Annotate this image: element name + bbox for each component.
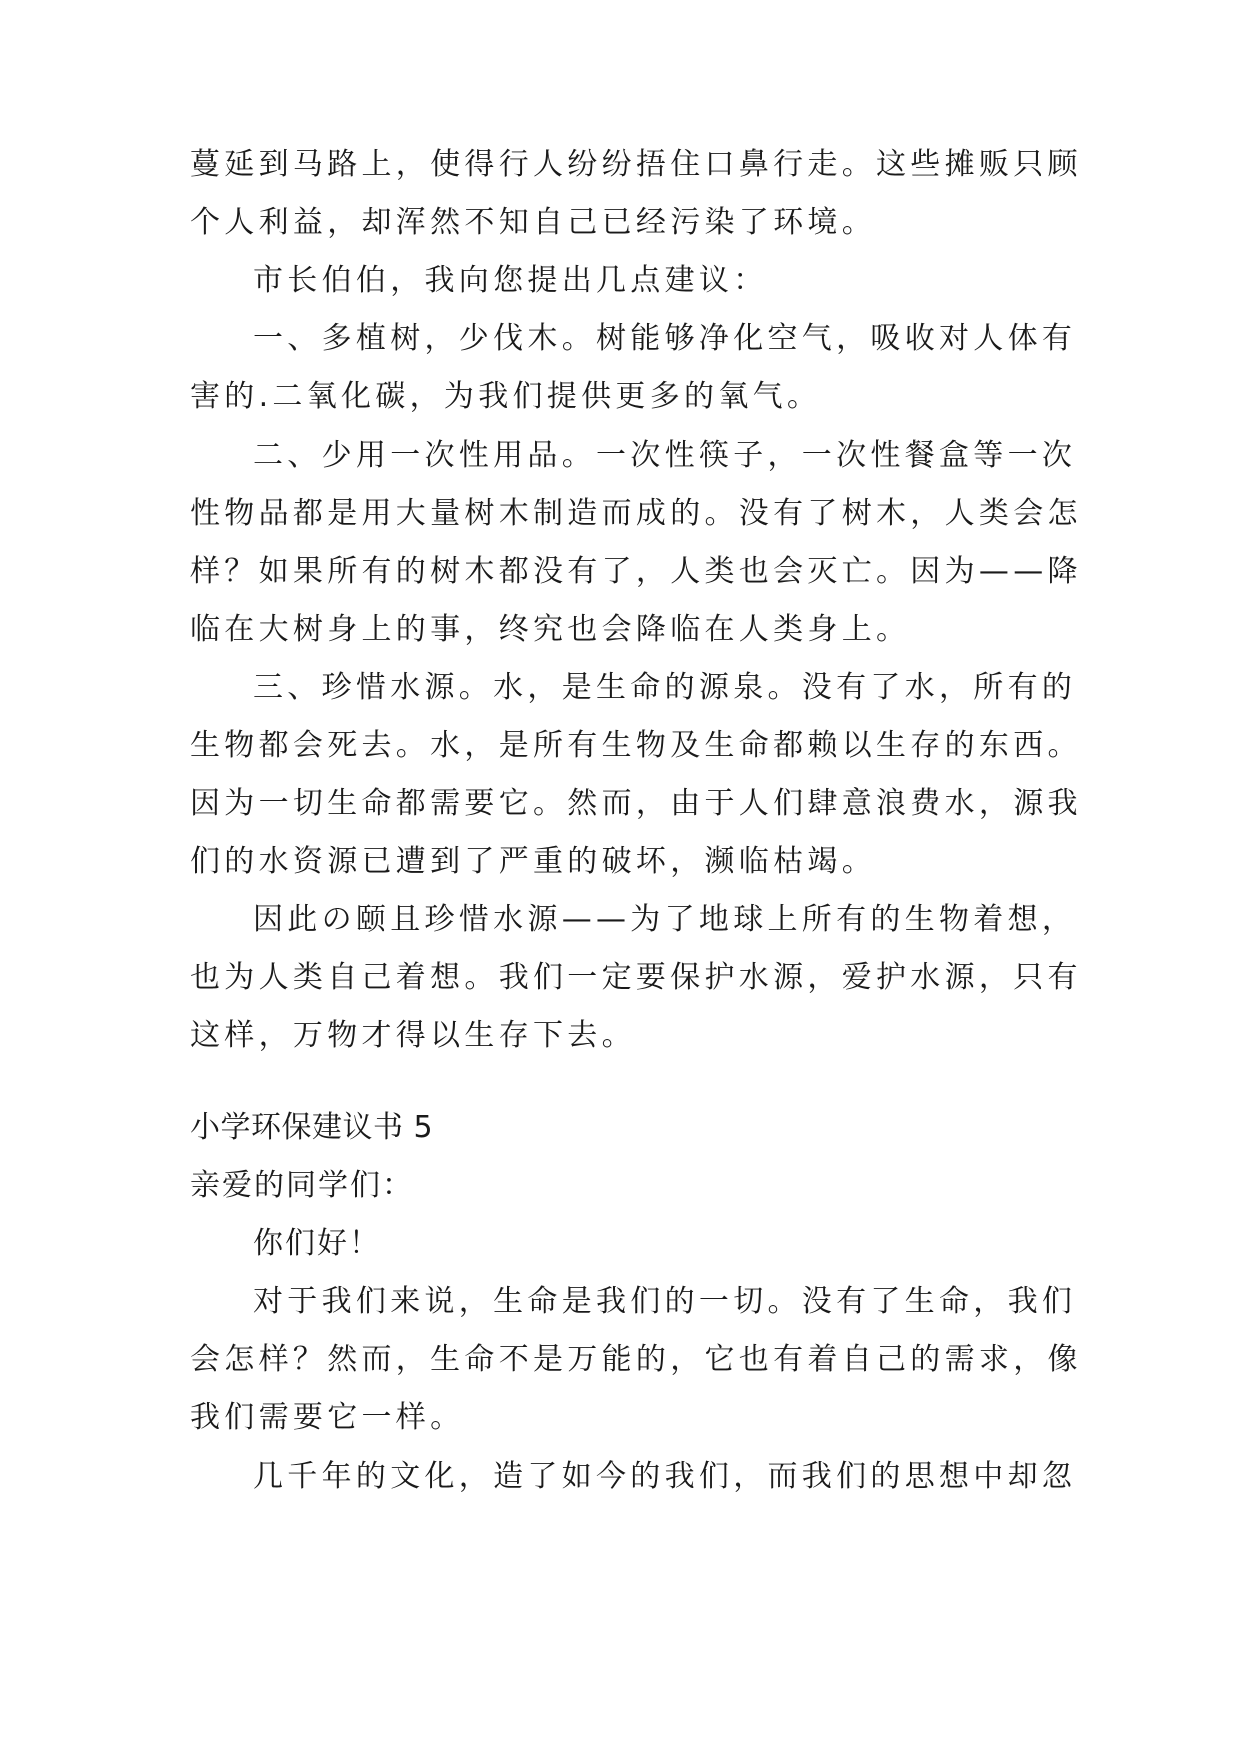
paragraph-line: 性物品都是用大量树木制造而成的。没有了树木，人类会怎 — [190, 496, 1082, 531]
paragraph-line: 二、少用一次性用品。一次性筷子，一次性餐盒等一次 — [253, 438, 1077, 473]
paragraph-line: 们的水资源已遭到了严重的破坏，濒临枯竭。 — [190, 844, 876, 879]
paragraph-line: 三、珍惜水源。水，是生命的源泉。没有了水，所有的 — [253, 670, 1077, 705]
paragraph-line: 因此の颐且珍惜水源——为了地球上所有的生物着想， — [253, 902, 1077, 937]
paragraph-line: 会怎样？然而，生命不是万能的，它也有着自己的需求，像 — [190, 1342, 1082, 1377]
paragraph-line: 害的.二氧化碳，为我们提供更多的氧气。 — [190, 379, 822, 414]
paragraph-line: 市长伯伯，我向您提出几点建议： — [253, 263, 768, 298]
paragraph-line: 临在大树身上的事，终究也会降临在人类身上。 — [190, 612, 911, 647]
paragraph-line: 样？如果所有的树木都没有了，人类也会灭亡。因为——降 — [190, 554, 1082, 589]
salutation: 亲爱的同学们： — [190, 1168, 414, 1203]
paragraph-line: 几千年的文化，造了如今的我们，而我们的思想中却忽 — [253, 1459, 1077, 1494]
greeting: 你们好！ — [253, 1226, 381, 1261]
section-heading: 小学环保建议书 5 — [190, 1110, 434, 1145]
paragraph-line: 蔓延到马路上，使得行人纷纷捂住口鼻行走。这些摊贩只顾 — [190, 147, 1082, 182]
paragraph-line: 一、多植树，少伐木。树能够净化空气，吸收对人体有 — [253, 321, 1077, 356]
paragraph-line: 因为一切生命都需要它。然而，由于人们肆意浪费水，源我 — [190, 786, 1082, 821]
paragraph-line: 生物都会死去。水，是所有生物及生命都赖以生存的东西。 — [190, 728, 1082, 763]
paragraph-line: 个人利益，却浑然不知自己已经污染了环境。 — [190, 205, 876, 240]
paragraph-line: 对于我们来说，生命是我们的一切。没有了生命，我们 — [253, 1284, 1077, 1319]
paragraph-line: 我们需要它一样。 — [190, 1400, 465, 1435]
paragraph-line: 也为人类自己着想。我们一定要保护水源，爱护水源，只有 — [190, 960, 1082, 995]
paragraph-line: 这样，万物才得以生存下去。 — [190, 1018, 636, 1053]
